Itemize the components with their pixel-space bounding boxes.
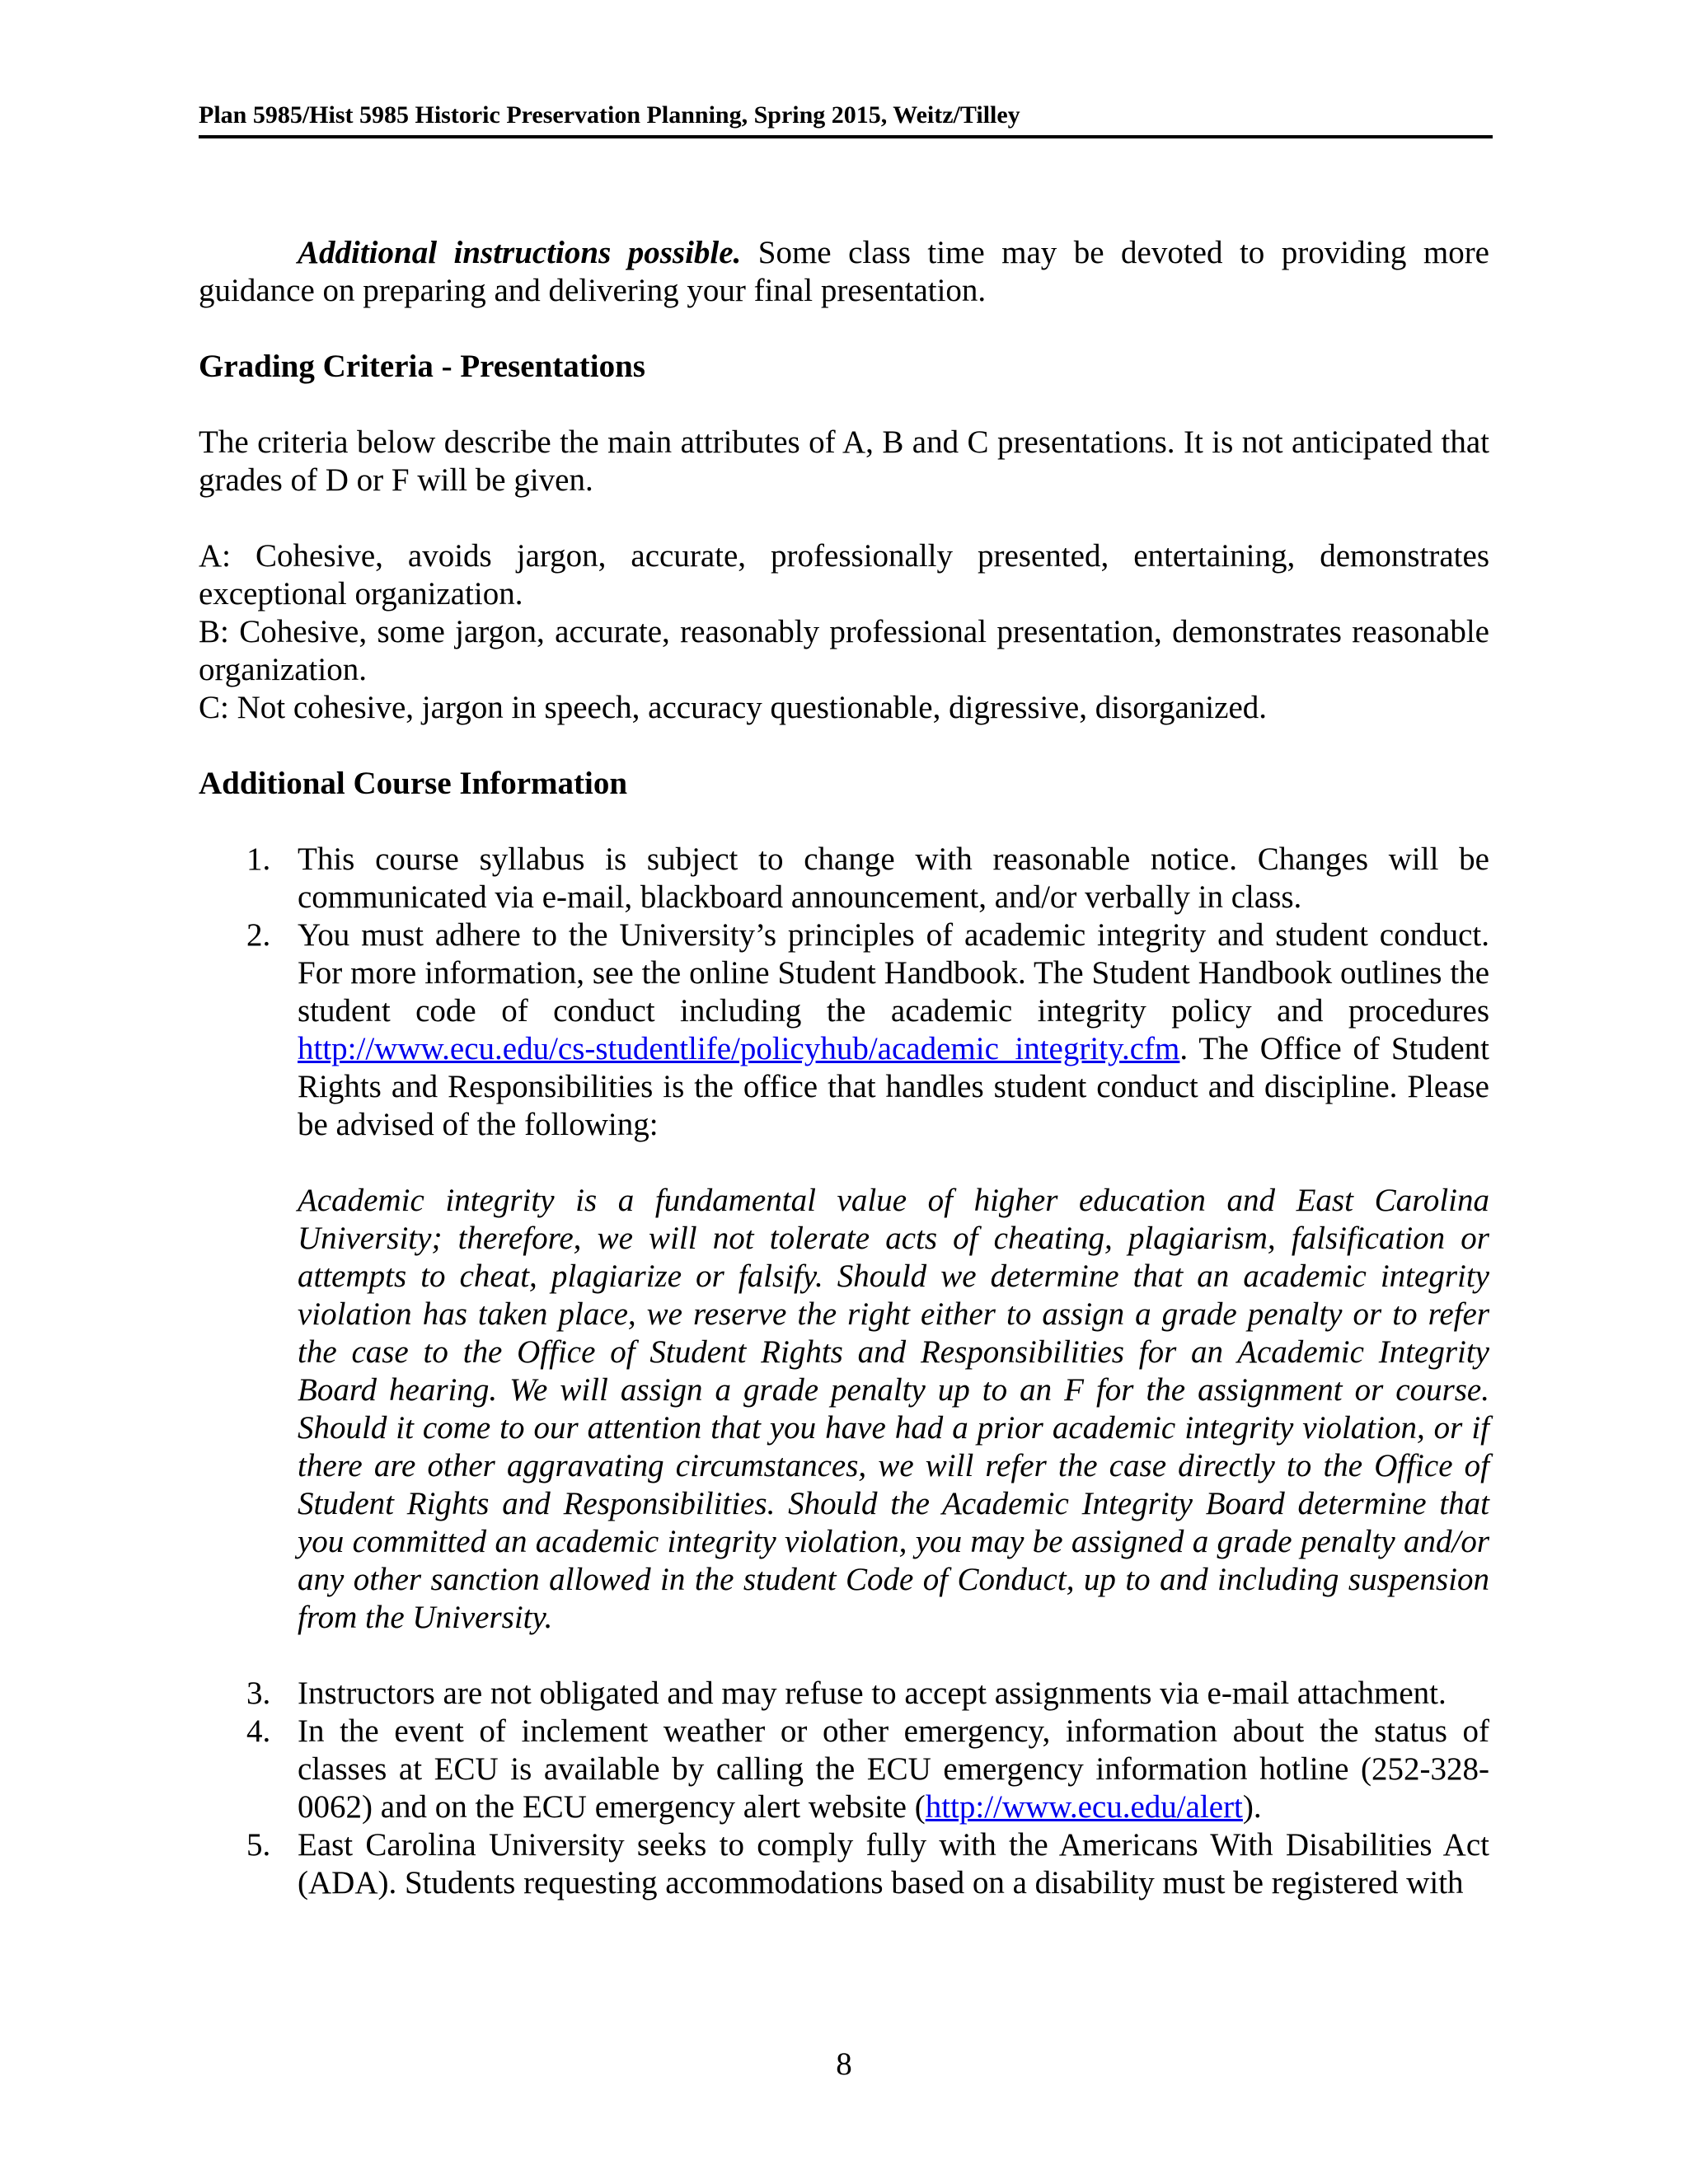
list-item-text: This course syllabus is subject to change with reasonable notice. Changes will be communicated via e-mail, blackboard announcement, and/or verbally in class. (298, 841, 1489, 915)
grading-heading: Grading Criteria - Presentations (199, 349, 645, 384)
intro-lead: Additional instructions possible. (298, 235, 742, 270)
item-text-before: You must adhere to the University’s principles of academic integrity and student conduct. For more information, see the online Student Handbook. The Student Handbook outlines the student code of conduct including the academic integrity policy and procedures (298, 917, 1489, 1029)
list-number: 2. (246, 917, 271, 953)
list-item-text: East Carolina University seeks to comply fully with the Americans With Disabilities Act (ADA). Students requesting accommodations based on a disability must be registered with (298, 1827, 1489, 1900)
criterion-b: B: Cohesive, some jargon, accurate, reasonably professional presentation, demonstrates reasonable organization. (199, 614, 1489, 687)
running-header: Plan 5985/Hist 5985 Historic Preservation Planning, Spring 2015, Weitz/Tilley (199, 99, 1493, 138)
document-body (199, 234, 1489, 1902)
item-text-after: ). (1242, 1789, 1262, 1825)
grading-criteria (199, 537, 1489, 727)
list-number: 3. (246, 1675, 271, 1711)
course-info-heading: Additional Course Information (199, 766, 628, 801)
list-item-text: Instructors are not obligated and may refuse to accept assignments via e-mail attachment. (298, 1675, 1447, 1711)
intro-text: Some class time may be devoted to providing more guidance on preparing and delivering your final presentation. (199, 235, 1489, 308)
item-text-before: In the event of inclement weather or other emergency, information about the status of classes at ECU is available by calling the ECU emergency information hotline (252-328-0062) and on the ECU emergency alert website ( (298, 1713, 1489, 1825)
course-info-list (199, 841, 1489, 1144)
list-item-text (298, 1713, 1489, 1826)
list-number: 1. (246, 841, 271, 877)
list-item (199, 916, 1489, 1144)
list-item (199, 1826, 1489, 1902)
emergency-alert-link[interactable]: http://www.ecu.edu/alert (925, 1789, 1243, 1825)
list-item (199, 1713, 1489, 1826)
grading-description: The criteria below describe the main attributes of A, B and C presentations. It is not anticipated that grades of D or F will be given. (199, 424, 1489, 498)
item-text-after: . The Office of Student Rights and Responsibilities is the office that handles student conduct and discipline. Please be advised of the following: (298, 1031, 1489, 1142)
page-number: 8 (836, 2046, 852, 2082)
intro-paragraph (199, 234, 1489, 310)
academic-integrity-statement: Academic integrity is a fundamental value of higher education and East Carolina University; therefore, we will not tolerate acts of cheating, plagiarism, falsification or attempts to cheat, plagiarize or falsify. Should we determine that an academic integrity violation has taken place, we reserve the right either to assign a grade penalty or to refer the case to the Office of Student Rights and Responsibilities for an Academic Integrity Board hearing. We will assign a grade penalty up to an F for the assignment or course. Should it come to our attention that you have had a prior academic integrity violation, or if there are other aggravating circumstances, we will refer the case directly to the Office of Student Rights and Responsibilities. Should the Academic Integrity Board determine that you committed an academic integrity violation, you may be assigned a grade penalty and/or any other sanction allowed in the student Code of Conduct, up to and including suspension from the University. (298, 1183, 1489, 1635)
list-item (199, 1675, 1489, 1713)
academic-integrity-link[interactable]: http://www.ecu.edu/cs-studentlife/policyhub/academic_integrity.cfm (298, 1031, 1180, 1066)
course-info-list-continued (199, 1675, 1489, 1902)
list-number: 5. (246, 1827, 271, 1863)
criterion-a: A: Cohesive, avoids jargon, accurate, professionally presented, entertaining, demonstrates exceptional organization. (199, 538, 1489, 612)
list-number: 4. (246, 1713, 271, 1749)
criterion-c: C: Not cohesive, jargon in speech, accuracy questionable, digressive, disorganized. (199, 690, 1268, 725)
list-item-text (298, 916, 1489, 1144)
list-item (199, 841, 1489, 916)
